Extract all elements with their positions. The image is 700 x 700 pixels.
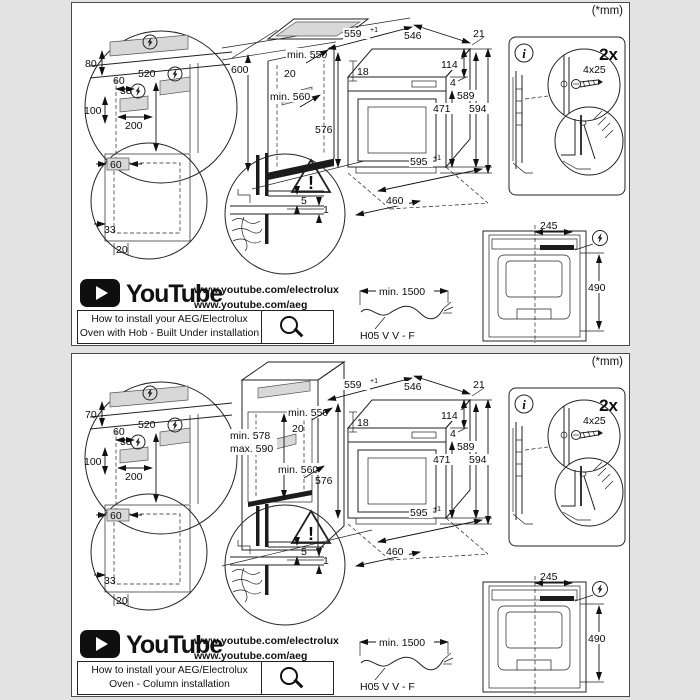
dim-546: 546: [404, 30, 422, 42]
installation-panel: [71, 2, 630, 346]
play-triangle-icon: [96, 286, 108, 300]
dim-595-tol: +1: [433, 155, 441, 162]
dim-1: 1: [323, 555, 329, 567]
dim-100: 100: [84, 105, 102, 117]
cable-type-label: H05 V V - F: [360, 681, 415, 693]
dim-595-tol: +1: [433, 506, 441, 513]
screw-size-label: 4x25: [583, 415, 606, 427]
info-icon: [515, 44, 533, 62]
youtube-play-icon: [80, 630, 120, 658]
caption-line-1: How to install your AEG/Electrolux: [91, 314, 248, 325]
cable-type-label: H05 V V - F: [360, 330, 415, 342]
youtube-urls: [194, 283, 339, 313]
oven-isometric: [315, 25, 492, 215]
caption-line-2: Oven - Column installation: [109, 679, 230, 690]
dim-21: 21: [473, 379, 485, 391]
dim-60: 60: [110, 510, 122, 522]
dim-559: 559: [344, 379, 362, 391]
screw-detail-circle: [548, 49, 620, 121]
dim-559-tol: +1: [370, 378, 378, 385]
dim-min578: min. 578: [230, 430, 271, 442]
dim-595: 595: [410, 507, 428, 519]
play-triangle-icon: [96, 637, 108, 651]
power-icon: [593, 582, 608, 597]
power-cable: [360, 635, 453, 693]
dim-600: 600: [231, 64, 249, 76]
info-icon: [515, 395, 533, 413]
oven-front-view: [483, 571, 613, 694]
dim-min550: min. 550: [287, 49, 328, 61]
warning-icon: [292, 511, 330, 544]
dim-20: 20: [292, 423, 304, 435]
dim-460: 460: [386, 546, 404, 558]
niche-front-detail: [91, 494, 207, 610]
info-glyph: i: [522, 397, 526, 412]
dim-33: 33: [104, 575, 116, 587]
dim-20: 20: [116, 244, 128, 256]
dim-490: 490: [588, 633, 606, 645]
dim-245: 245: [540, 571, 558, 583]
bracket-detail-circle: [555, 458, 623, 526]
units-label: (*mm): [591, 5, 623, 17]
warning-mark: !: [308, 524, 314, 544]
dim-114: 114: [441, 59, 458, 71]
dim-114: 114: [441, 410, 458, 422]
dim-546: 546: [404, 381, 422, 393]
dim-576: 576: [315, 475, 333, 487]
video-caption: [78, 662, 261, 694]
dim-max590: max. 590: [230, 443, 274, 455]
dim-33: 33: [120, 85, 132, 97]
caption-line-2: Oven with Hob - Built Under installation: [79, 328, 260, 339]
dim-33: 33: [104, 224, 116, 236]
dim-20: 20: [284, 68, 296, 80]
installation-panel: [71, 353, 630, 697]
dim-min560: min. 560: [270, 91, 311, 103]
caption-line-1: How to install your AEG/Electrolux: [91, 665, 248, 676]
dim-18: 18: [357, 417, 369, 429]
fixing-info-box: [509, 388, 625, 546]
dim-20: 20: [116, 595, 128, 607]
dim-595: 595: [410, 156, 428, 168]
video-caption: [78, 311, 261, 343]
dim-60: 60: [113, 75, 125, 87]
cable-length-label: min. 1500: [379, 637, 426, 649]
dim-589: 589: [457, 90, 475, 102]
dim-5: 5: [301, 546, 307, 558]
screw-detail-circle: [548, 400, 620, 472]
edge-detail: [225, 504, 345, 625]
screw-icon: [572, 79, 604, 89]
fixing-info-box: [509, 37, 625, 195]
dim-4: 4: [450, 428, 456, 440]
cable-length-label: min. 1500: [379, 286, 426, 298]
magnifier-handle-icon: [294, 328, 304, 338]
dim-1: 1: [323, 204, 329, 216]
dim-100: 100: [84, 456, 102, 468]
dim-471: 471: [433, 454, 451, 466]
quantity-label: 2x: [599, 45, 618, 64]
youtube-play-icon: [80, 279, 120, 307]
dim-wall-top: 80: [85, 58, 97, 70]
dim-wall-top: 70: [85, 409, 97, 421]
dim-594: 594: [469, 454, 487, 466]
dim-33: 33: [120, 436, 132, 448]
video-caption-box: [77, 661, 334, 695]
magnifier-cell: [262, 662, 333, 694]
info-glyph: i: [522, 46, 526, 61]
dim-520: 520: [138, 68, 156, 80]
youtube-wordmark: YouTube: [126, 631, 223, 659]
youtube-url-aeg: www.youtube.com/aeg: [194, 650, 308, 662]
power-cable: [360, 284, 453, 342]
dim-4: 4: [450, 77, 456, 89]
dim-min550: min. 550: [288, 407, 329, 419]
dim-559-tol: +1: [370, 27, 378, 34]
dim-559: 559: [344, 28, 362, 40]
dim-490: 490: [588, 282, 606, 294]
dim-460: 460: [386, 195, 404, 207]
youtube-url-electrolux: www.youtube.com/electrolux: [194, 635, 339, 647]
video-caption-box: [77, 310, 334, 344]
bracket-detail-circle: [555, 107, 623, 175]
units-label: (*mm): [591, 356, 623, 368]
youtube-url-electrolux: www.youtube.com/electrolux: [194, 284, 339, 296]
dim-21: 21: [473, 28, 485, 40]
dim-594: 594: [469, 103, 487, 115]
power-icon: [593, 231, 608, 246]
youtube-wordmark: YouTube: [126, 280, 223, 308]
dim-576: 576: [315, 124, 333, 136]
dim-min560: min. 560: [278, 464, 319, 476]
magnifier-handle-icon: [294, 679, 304, 689]
power-icon: [131, 435, 145, 449]
dim-5: 5: [301, 195, 307, 207]
dim-200: 200: [125, 120, 143, 132]
dim-471: 471: [433, 103, 451, 115]
dim-200: 200: [125, 471, 143, 483]
youtube-url-aeg: www.youtube.com/aeg: [194, 299, 308, 311]
dim-589: 589: [457, 441, 475, 453]
dim-60: 60: [113, 426, 125, 438]
dim-245: 245: [540, 220, 558, 232]
niche-front-detail: [91, 143, 207, 259]
youtube-urls: [194, 634, 339, 664]
power-icon: [131, 84, 145, 98]
screw-size-label: 4x25: [583, 64, 606, 76]
screw-icon: [572, 430, 604, 440]
dim-18: 18: [357, 66, 369, 78]
dim-520: 520: [138, 419, 156, 431]
cabinet-built-under: [222, 18, 410, 189]
dim-60: 60: [110, 159, 122, 171]
warning-mark: !: [308, 173, 314, 193]
oven-front-view: [483, 220, 613, 343]
quantity-label: 2x: [599, 396, 618, 415]
magnifier-cell: [262, 311, 333, 343]
